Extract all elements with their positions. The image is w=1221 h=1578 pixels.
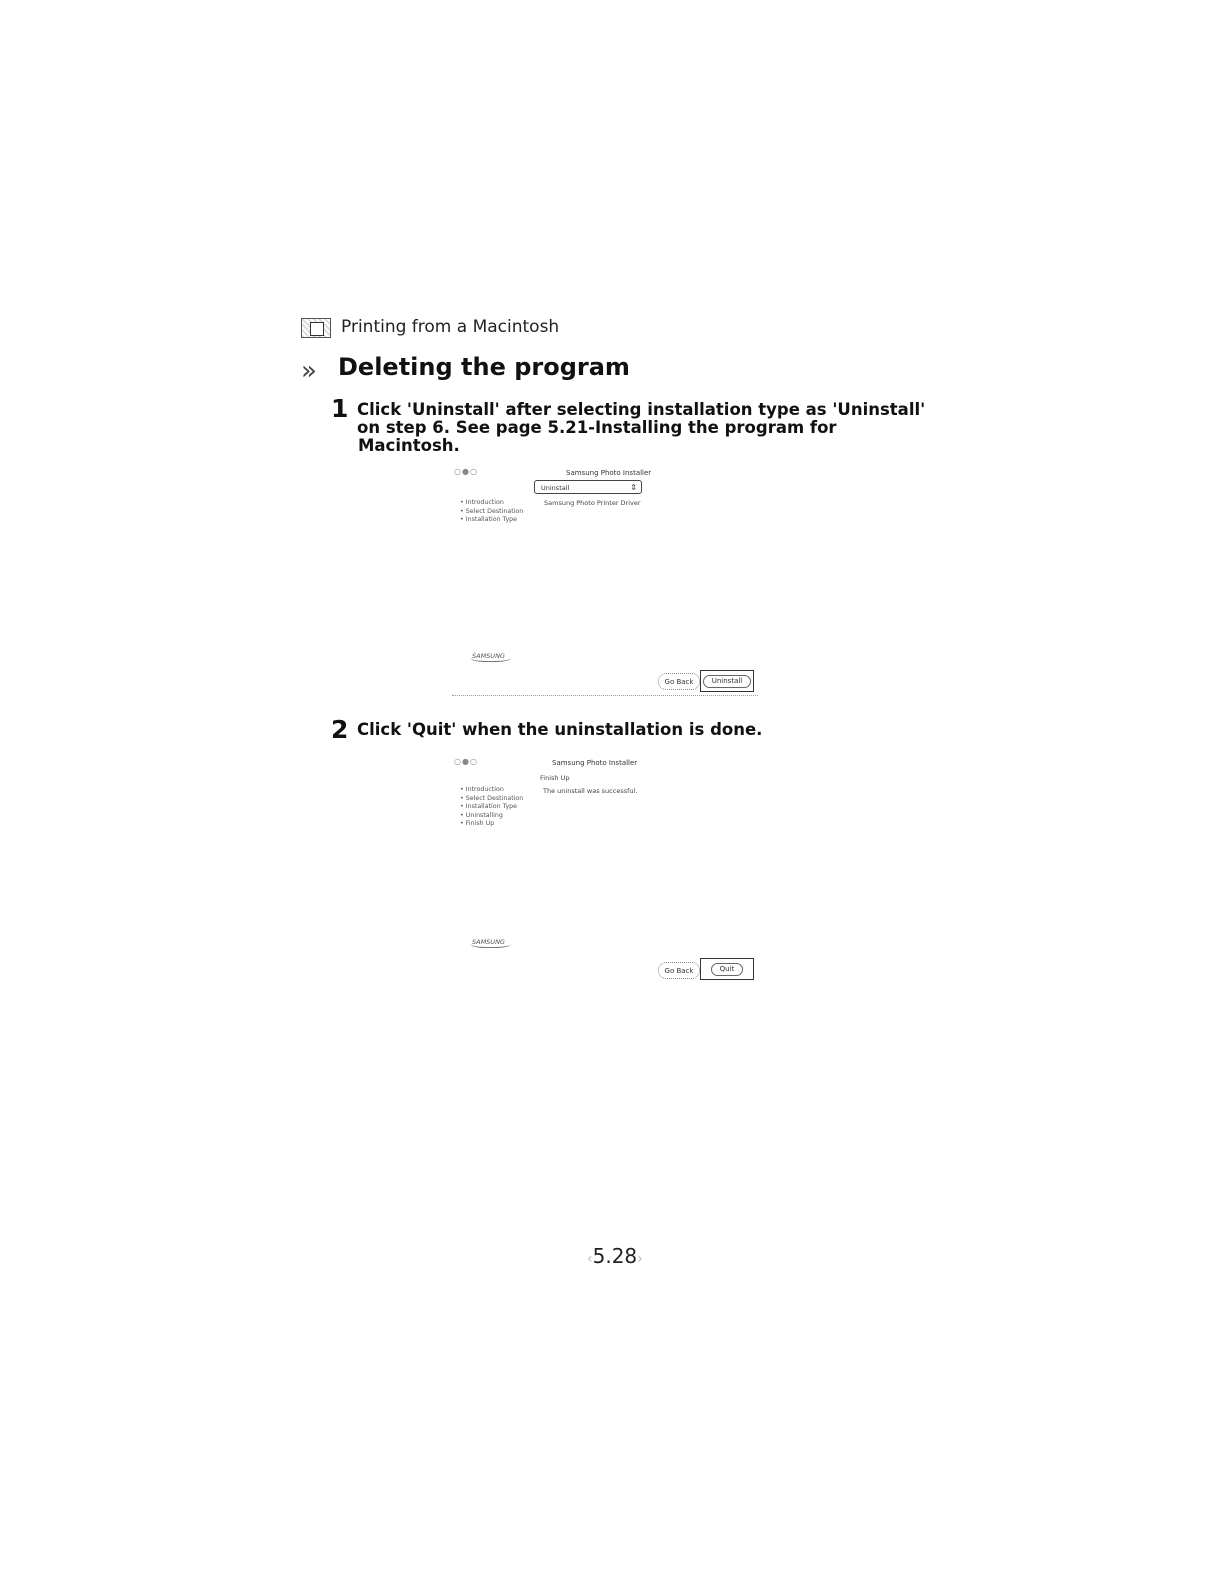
window-controls-icon: ○●○: [454, 757, 478, 766]
step-line: Click 'Uninstall' after selecting installation type as 'Uninstall': [357, 400, 926, 419]
page-number: [587, 1244, 643, 1268]
dialog-heading: Finish Up: [540, 774, 570, 782]
list-item: • Installation Type: [460, 516, 518, 524]
dialog-title: Samsung Photo Installer: [566, 469, 652, 477]
install-type-popup[interactable]: [534, 480, 642, 494]
go-back-button[interactable]: Go Back: [658, 673, 700, 690]
uninstall-button[interactable]: [700, 670, 754, 692]
window-controls-icon: ○●○: [454, 467, 478, 476]
page-number-deco-right-icon: ›: [637, 1251, 643, 1267]
dialog-message: The uninstall was successful.: [543, 787, 638, 795]
installer-dialog-finish: [452, 752, 758, 984]
installer-steps-list: [460, 499, 523, 525]
installer-steps-list: [460, 786, 523, 829]
page-title: Deleting the program: [338, 353, 630, 381]
chevrons-icon: »: [301, 356, 313, 386]
dialog-title: Samsung Photo Installer: [552, 759, 638, 767]
step-text: [357, 401, 925, 455]
list-item: • Finish Up: [460, 820, 495, 828]
quit-button-label: Quit: [711, 963, 744, 976]
popup-value: Uninstall: [541, 484, 570, 492]
go-back-button[interactable]: Go Back: [658, 962, 700, 979]
step-line: Click 'Quit' when the uninstallation is done.: [357, 720, 763, 739]
uninstall-button-label: Uninstall: [703, 675, 752, 688]
page-number-value: 5.28: [592, 1244, 638, 1268]
samsung-logo: SAMSUNG: [470, 652, 511, 662]
step-number: 2: [331, 715, 349, 744]
list-item: • Select Destination: [460, 794, 524, 802]
dialog-subtitle: Samsung Photo Printer Driver: [544, 499, 641, 507]
section-icon: [301, 318, 331, 338]
step-number: 1: [331, 394, 349, 423]
step-text: [357, 721, 762, 739]
step-line: Macintosh.: [358, 436, 460, 455]
list-item: • Introduction: [460, 499, 504, 506]
popup-arrows-icon: ⇕: [630, 483, 637, 492]
quit-button[interactable]: [700, 958, 754, 980]
list-item: • Introduction: [460, 786, 504, 793]
list-item: • Installation Type: [460, 803, 518, 811]
page-number-deco-left-icon: ‹: [587, 1251, 593, 1267]
list-item: • Select Destination: [460, 507, 524, 515]
installer-dialog-uninstall: [452, 463, 758, 696]
list-item: • Uninstalling: [460, 811, 503, 819]
section-title: Printing from a Macintosh: [341, 317, 560, 337]
samsung-logo: SAMSUNG: [470, 938, 511, 948]
step-line: on step 6. See page 5.21-Installing the program for: [357, 418, 837, 437]
